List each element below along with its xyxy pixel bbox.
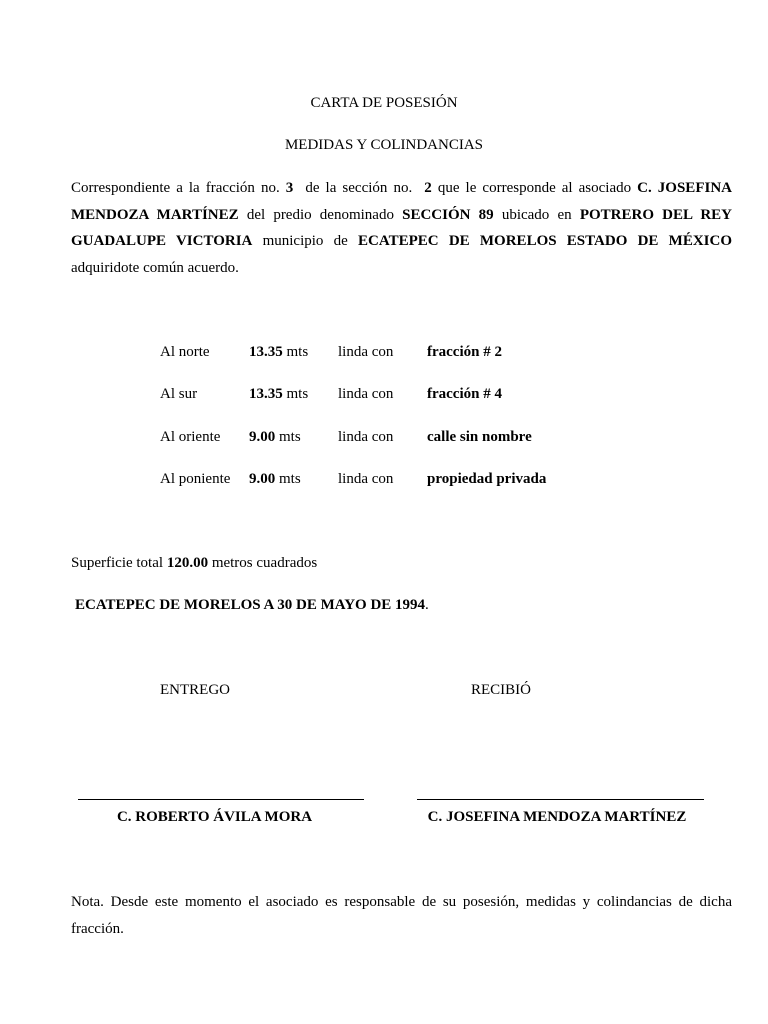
section-number: 2 bbox=[424, 180, 432, 196]
fraction-number: 3 bbox=[285, 180, 294, 196]
surface-label: Superficie total bbox=[71, 555, 167, 571]
intro-text: municipio de bbox=[252, 233, 359, 250]
municipality-name: ECATEPEC DE MORELOS ESTADO DE MÉXICO bbox=[358, 233, 732, 250]
intro-text: que le corresponde al asociado bbox=[431, 180, 638, 196]
boundary-neighbor: propiedad privada bbox=[427, 471, 547, 487]
property-name: SECCIÓN 89 bbox=[402, 206, 494, 223]
boundary-unit: mts bbox=[275, 429, 301, 445]
deliver-name: C. ROBERTO ÁVILA MORA bbox=[116, 809, 313, 825]
document-title: CARTA DE POSESIÓN bbox=[310, 95, 458, 111]
surface-value: 120.00 bbox=[166, 555, 209, 571]
associate-name: C. JOSEFINA MENDOZA MARTÍNEZ bbox=[71, 180, 732, 223]
intro-text: de la sección no. bbox=[293, 180, 425, 196]
intro-paragraph bbox=[71, 175, 732, 282]
intro-text: del predio denominado bbox=[238, 206, 403, 223]
boundary-direction: Al norte bbox=[160, 344, 210, 360]
note-paragraph: Nota. Desde este momento el asociado es responsable de su posesión, medidas y colindancias de dicha fracción. bbox=[71, 894, 732, 937]
total-surface bbox=[71, 555, 317, 572]
place-date-text: ECATEPEC DE MORELOS A 30 DE MAYO DE 1994 bbox=[75, 597, 426, 613]
boundary-relation: linda con bbox=[338, 471, 394, 487]
received-label: RECIBIÓ bbox=[471, 682, 531, 698]
boundary-neighbor: fracción # 2 bbox=[427, 344, 502, 360]
boundary-neighbor: calle sin nombre bbox=[427, 429, 532, 445]
boundary-measure: 13.35 bbox=[249, 386, 283, 402]
signature-line-received bbox=[417, 799, 704, 800]
boundary-direction: Al oriente bbox=[160, 429, 221, 445]
boundary-unit: mts bbox=[275, 471, 301, 487]
intro-text: Correspondiente a la fracción no. bbox=[71, 180, 286, 196]
boundary-unit: mts bbox=[282, 386, 309, 402]
boundary-relation: linda con bbox=[338, 429, 394, 445]
boundary-relation: linda con bbox=[338, 344, 394, 360]
document-subtitle: MEDIDAS Y COLINDANCIAS bbox=[284, 137, 484, 153]
place-date-period: . bbox=[425, 597, 429, 613]
boundary-direction: Al poniente bbox=[160, 471, 231, 487]
signature-line-deliver bbox=[78, 799, 364, 800]
boundary-neighbor: fracción # 4 bbox=[427, 386, 502, 402]
boundary-measure-cell bbox=[249, 429, 301, 446]
boundary-relation: linda con bbox=[338, 386, 394, 402]
boundary-measure-cell bbox=[249, 386, 308, 403]
location-name: POTRERO DEL REY GUADALUPE VICTORIA bbox=[71, 206, 733, 250]
intro-text: ubicado en bbox=[493, 206, 580, 223]
intro-text: adquiridote común acuerdo. bbox=[71, 260, 239, 277]
received-name: C. JOSEFINA MENDOZA MARTÍNEZ bbox=[427, 809, 687, 825]
boundary-direction: Al sur bbox=[160, 386, 198, 402]
boundary-measure: 9.00 bbox=[249, 429, 276, 445]
boundary-measure: 13.35 bbox=[249, 344, 283, 360]
boundary-measure-cell bbox=[249, 344, 308, 361]
boundary-unit: mts bbox=[282, 344, 309, 360]
deliver-label: ENTREGO bbox=[160, 682, 230, 698]
place-and-date bbox=[75, 597, 429, 614]
boundary-measure-cell bbox=[249, 471, 301, 488]
boundary-measure: 9.00 bbox=[249, 471, 276, 487]
surface-unit: metros cuadrados bbox=[208, 555, 318, 571]
